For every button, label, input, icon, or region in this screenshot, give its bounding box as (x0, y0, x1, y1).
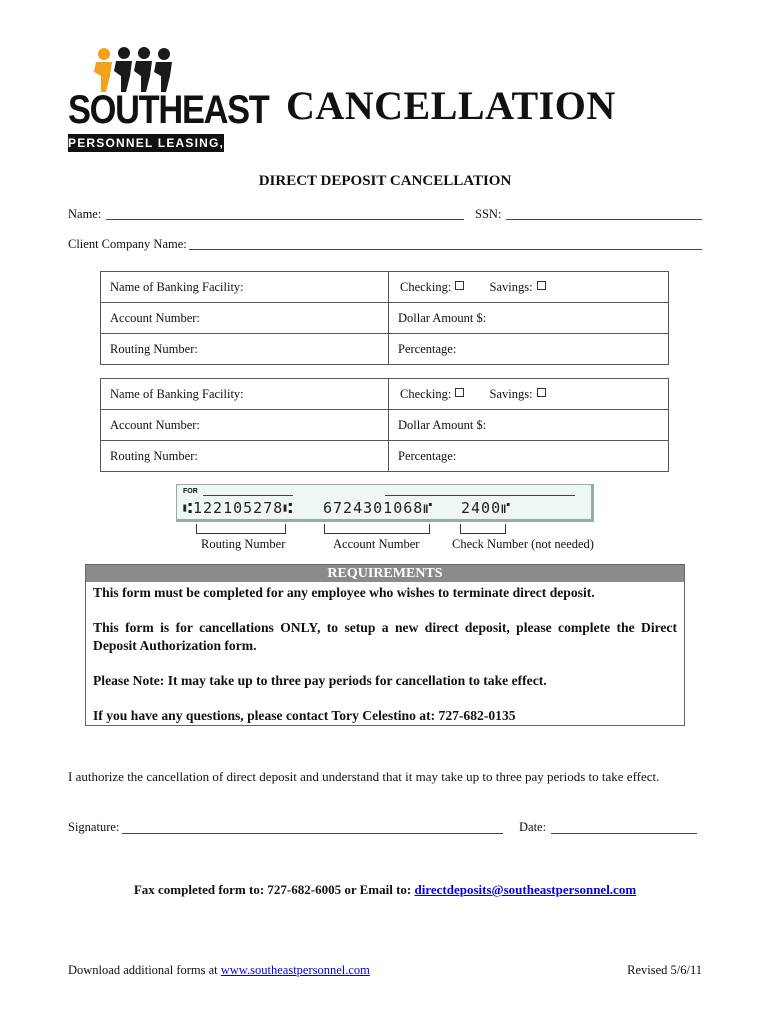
table-row (101, 441, 669, 472)
account-number-field[interactable]: Account Number: (101, 303, 389, 334)
routing-bracket (196, 524, 286, 534)
fax-email-line (0, 882, 770, 898)
form-subtitle: DIRECT DEPOSIT CANCELLATION (258, 173, 512, 189)
logo-wordmark: SOUTHEAST (68, 88, 269, 132)
ssn-field[interactable] (506, 219, 702, 220)
requirements-body (86, 582, 684, 725)
requirement-item: This form must be completed for any employee who wishes to terminate direct deposit. (93, 585, 595, 600)
account-type-cell: Checking: Savings: (389, 272, 669, 303)
authorization-statement: I authorize the cancellation of direct deposit and understand that it may take up to three pay periods to take effect. (68, 769, 660, 784)
requirement-item: This form is for cancellations ONLY, to setup a new direct deposit, please complete the Direct Deposit Authorization form. (93, 620, 677, 653)
table-row (101, 379, 669, 410)
savings-checkbox[interactable] (537, 388, 546, 397)
fax-instructions: Fax completed form to: 727-682-6005 or Email to: (133, 882, 412, 897)
table-row (101, 410, 669, 441)
routing-number-label: Routing Number (201, 537, 286, 551)
company-logo (68, 46, 269, 154)
table-row (101, 272, 669, 303)
requirements-box (85, 564, 685, 726)
signature-field[interactable] (122, 833, 503, 834)
bank-name-field[interactable]: Name of Banking Facility: (101, 272, 389, 303)
checking-checkbox[interactable] (455, 281, 464, 290)
email-link[interactable]: directdeposits@southeastpersonnel.com (414, 882, 637, 897)
dollar-amount-field[interactable]: Dollar Amount $: (389, 303, 669, 334)
requirements-heading: REQUIREMENTS (86, 565, 684, 582)
bank-name-field[interactable]: Name of Banking Facility: (101, 379, 389, 410)
account-type-cell: Checking: Savings: (389, 379, 669, 410)
footer-download (68, 963, 370, 978)
table-row (101, 334, 669, 365)
account-number-label: Account Number (333, 537, 420, 551)
dollar-amount-field[interactable]: Dollar Amount $: (389, 410, 669, 441)
check-signature-line (385, 495, 575, 496)
bank-table-1 (100, 271, 669, 365)
routing-number-field[interactable]: Routing Number: (101, 334, 389, 365)
savings-checkbox[interactable] (537, 281, 546, 290)
check-number-bracket (460, 524, 506, 534)
date-label: Date: (519, 820, 547, 834)
requirement-item: If you have any questions, please contact Tory Celestino at: 727-682-0135 (93, 708, 516, 723)
account-bracket (324, 524, 430, 534)
percentage-field[interactable]: Percentage: (389, 334, 669, 365)
sample-check-image (176, 484, 594, 522)
check-for-label: FOR (183, 488, 198, 495)
micr-routing: ⑆122105278⑆ (183, 499, 294, 517)
requirement-item: Please Note: It may take up to three pay periods for cancellation to take effect. (93, 673, 547, 688)
ssn-label: SSN: (475, 207, 502, 221)
client-company-label: Client Company Name: (68, 237, 187, 251)
table-row (101, 303, 669, 334)
people-figures-icon (88, 46, 248, 94)
logo-subline: PERSONNEL LEASING, INC. (68, 136, 258, 150)
micr-check-number: 2400⑈ (461, 499, 512, 517)
client-company-field[interactable] (189, 249, 702, 250)
date-field[interactable] (551, 833, 697, 834)
micr-account: 6724301068⑈ (323, 499, 434, 517)
account-number-field[interactable]: Account Number: (101, 410, 389, 441)
page-title: CANCELLATION (286, 83, 616, 128)
footer-download-text: Download additional forms at (68, 963, 218, 977)
percentage-field[interactable]: Percentage: (389, 441, 669, 472)
check-number-label: Check Number (not needed) (452, 537, 594, 551)
checking-checkbox[interactable] (455, 388, 464, 397)
name-label: Name: (68, 207, 102, 221)
revision-date: Revised 5/6/11 (627, 963, 702, 977)
signature-label: Signature: (68, 820, 120, 834)
name-field[interactable] (106, 219, 464, 220)
routing-number-field[interactable]: Routing Number: (101, 441, 389, 472)
bank-table-2 (100, 378, 669, 472)
website-link[interactable]: www.southeastpersonnel.com (220, 963, 370, 977)
check-memo-line (203, 495, 293, 496)
